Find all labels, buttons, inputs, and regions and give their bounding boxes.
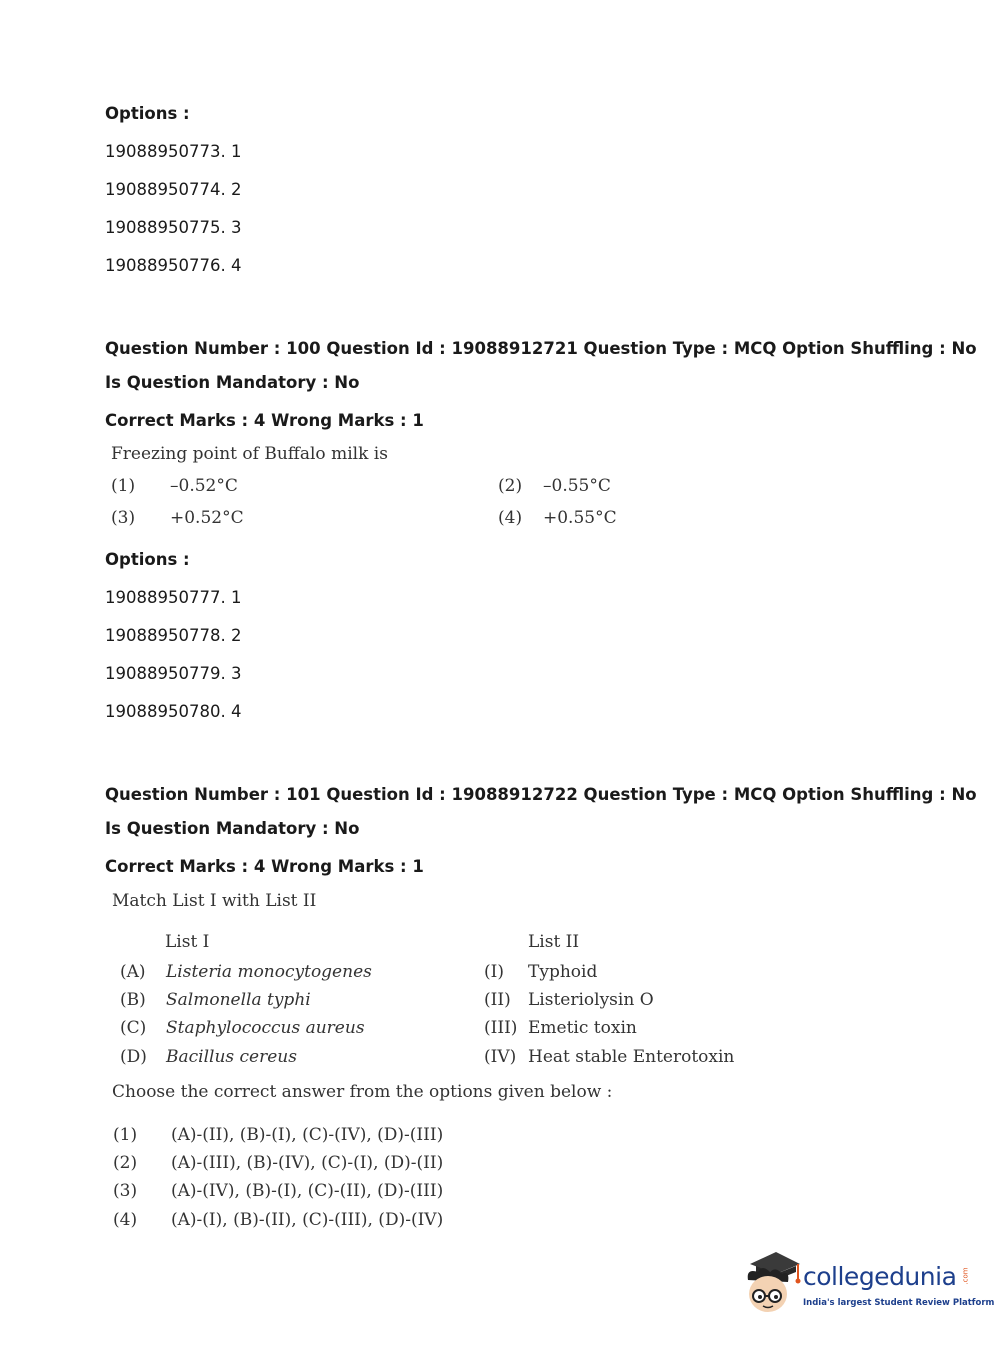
question-header: Question Number : 100 Question Id : 19088912721 Question Type : MCQ Option Shuffling : No <box>105 339 977 358</box>
choice-number: (1) <box>111 476 136 496</box>
list2-item: Listeriolysin O <box>528 990 654 1010</box>
choice-text: +0.55°C <box>543 508 617 528</box>
list1-key: (D) <box>120 1047 147 1067</box>
choice-number: (3) <box>113 1181 138 1201</box>
choice-number: (2) <box>498 476 523 496</box>
list1-key: (C) <box>120 1018 147 1038</box>
question-text: Freezing point of Buffalo milk is <box>111 444 388 464</box>
choice-number: (3) <box>111 508 136 528</box>
list2-item: Heat stable Enterotoxin <box>528 1047 735 1067</box>
list1-item: Salmonella typhi <box>166 990 311 1010</box>
choice-text: +0.52°C <box>170 508 244 528</box>
list2-key: (IV) <box>484 1047 517 1067</box>
choice-text: (A)-(IV), (B)-(I), (C)-(II), (D)-(III) <box>171 1181 444 1201</box>
question-header: Question Number : 101 Question Id : 19088912722 Question Type : MCQ Option Shuffling : No <box>105 785 977 804</box>
list1-key: (A) <box>120 962 146 982</box>
option-item: 19088950773. 1 <box>105 142 242 161</box>
question-marks: Correct Marks : 4 Wrong Marks : 1 <box>105 411 424 430</box>
option-item: 19088950777. 1 <box>105 588 242 607</box>
list2-key: (III) <box>484 1018 518 1038</box>
list2-item: Emetic toxin <box>528 1018 637 1038</box>
list2-title: List II <box>528 932 580 952</box>
choice-number: (4) <box>498 508 523 528</box>
list1-item: Listeria monocytogenes <box>166 962 372 982</box>
logo-wordmark: collegedunia <box>803 1262 957 1291</box>
question-mandatory: Is Question Mandatory : No <box>105 373 360 392</box>
list1-title: List I <box>165 932 210 952</box>
option-item: 19088950775. 3 <box>105 218 242 237</box>
choice-number: (4) <box>113 1210 138 1230</box>
list2-item: Typhoid <box>528 962 598 982</box>
list1-key: (B) <box>120 990 146 1010</box>
question-text: Match List I with List II <box>112 891 317 911</box>
list1-item: Bacillus cereus <box>166 1047 297 1067</box>
instruction-text: Choose the correct answer from the options given below : <box>112 1082 613 1102</box>
option-item: 19088950774. 2 <box>105 180 242 199</box>
option-item: 19088950779. 3 <box>105 664 242 683</box>
list1-item: Staphylococcus aureus <box>166 1018 365 1038</box>
choice-text: –0.52°C <box>170 476 238 496</box>
choice-number: (1) <box>113 1125 138 1145</box>
question-mandatory: Is Question Mandatory : No <box>105 819 360 838</box>
choice-text: (A)-(II), (B)-(I), (C)-(IV), (D)-(III) <box>171 1125 444 1145</box>
logo-suffix: .com <box>961 1267 970 1285</box>
option-item: 19088950776. 4 <box>105 256 242 275</box>
option-item: 19088950778. 2 <box>105 626 242 645</box>
choice-number: (2) <box>113 1153 138 1173</box>
choice-text: (A)-(I), (B)-(II), (C)-(III), (D)-(IV) <box>171 1210 444 1230</box>
choice-text: (A)-(III), (B)-(IV), (C)-(I), (D)-(II) <box>171 1153 444 1173</box>
mascot-icon <box>742 1250 802 1316</box>
list2-key: (II) <box>484 990 511 1010</box>
logo-tagline: India's largest Student Review Platform <box>803 1298 995 1308</box>
choice-text: –0.55°C <box>543 476 611 496</box>
option-item: 19088950780. 4 <box>105 702 242 721</box>
options-label: Options : <box>105 550 190 569</box>
question-marks: Correct Marks : 4 Wrong Marks : 1 <box>105 857 424 876</box>
options-label: Options : <box>105 104 190 123</box>
list2-key: (I) <box>484 962 504 982</box>
